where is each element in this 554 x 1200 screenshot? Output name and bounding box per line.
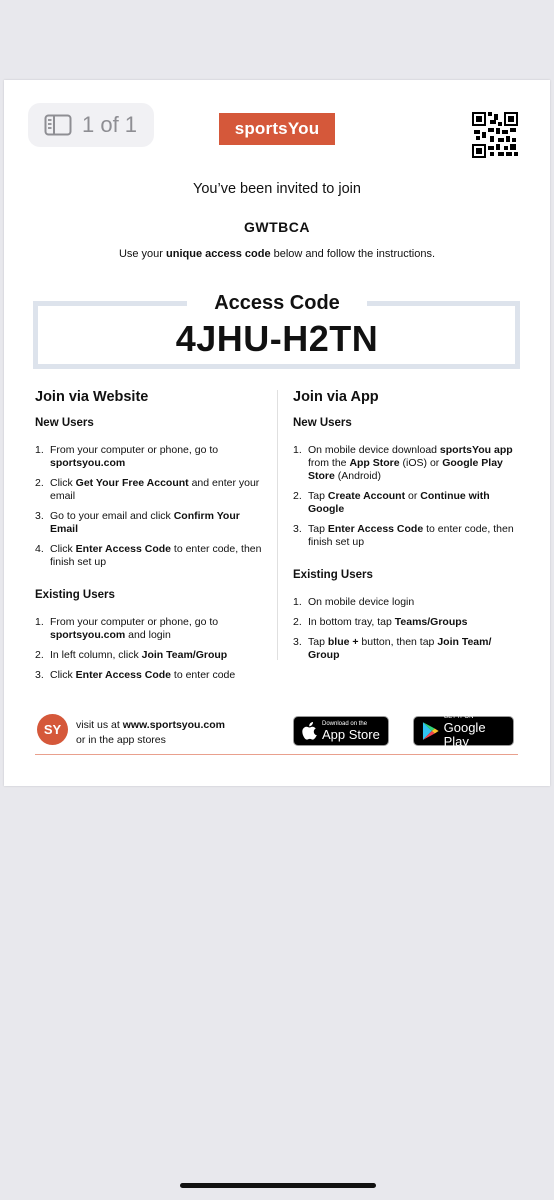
step-text: From your computer or phone, go to sportsyou.com and login <box>50 616 219 641</box>
sy-logo: SY <box>37 714 68 745</box>
step-number: 2. <box>35 649 44 661</box>
step-text: Click Enter Access Code to enter code, then finish set up <box>50 543 262 568</box>
step-text: On mobile device download sportsYou app from the App Store (iOS) or Google Play Store (Android) <box>308 444 513 482</box>
step-text: From your computer or phone, go to sportsyou.com <box>50 444 219 469</box>
list-item <box>35 543 265 569</box>
list-item <box>35 510 265 536</box>
app-existing-steps <box>293 596 523 662</box>
list-item <box>293 616 523 629</box>
access-code-value: 4JHU-H2TN <box>175 318 379 359</box>
list-item <box>35 444 265 470</box>
home-indicator[interactable] <box>180 1183 376 1188</box>
step-text: Click Enter Access Code to enter code <box>50 669 236 681</box>
join-app-column <box>293 391 523 669</box>
list-item <box>35 477 265 503</box>
step-number: 1. <box>35 444 44 456</box>
google-play-badge[interactable]: GET IT ON Google Play <box>413 716 514 746</box>
website-existing-steps <box>35 616 265 682</box>
footer-visit-text: visit us at www.sportsyou.com or in the app stores <box>76 719 225 746</box>
step-number: 1. <box>293 596 302 608</box>
list-item <box>35 616 265 642</box>
step-number: 2. <box>293 616 302 628</box>
invite-line: You’ve been invited to join <box>193 181 361 197</box>
step-number: 2. <box>293 490 302 502</box>
step-number: 4. <box>35 543 44 555</box>
step-text: Click Get Your Free Account and enter your email <box>50 477 260 502</box>
list-item <box>35 669 265 682</box>
group-name: GWTBCA <box>244 219 310 235</box>
list-item <box>293 596 523 609</box>
sidebar-icon <box>44 114 72 136</box>
step-number: 1. <box>35 616 44 628</box>
instruction-text: Use your unique access code below and follow the instructions. <box>118 248 436 260</box>
step-number: 2. <box>35 477 44 489</box>
apple-icon <box>302 722 318 740</box>
step-number: 3. <box>35 669 44 681</box>
column-divider <box>277 390 278 660</box>
page-indicator-label: 1 of 1 <box>82 112 138 137</box>
join-website-column <box>35 391 265 689</box>
app-store-badge[interactable]: Download on the App Store <box>293 716 389 746</box>
step-text: Tap blue + button, then tap Join Team/ Group <box>308 636 492 661</box>
step-number: 3. <box>293 523 302 535</box>
step-text: Tap Enter Access Code to enter code, then finish set up <box>308 523 514 548</box>
join-website-title: Join via Website <box>35 389 149 405</box>
google-play-icon <box>422 721 440 741</box>
list-item <box>293 523 523 549</box>
list-item <box>293 636 523 662</box>
join-app-title: Join via App <box>293 389 379 405</box>
step-number: 3. <box>35 510 44 522</box>
access-code-label: Access Code <box>214 292 340 314</box>
step-number: 3. <box>293 636 302 648</box>
footer-divider <box>35 754 518 755</box>
step-text: In bottom tray, tap Teams/Groups <box>308 616 468 628</box>
existing-users-heading: Existing Users <box>35 589 115 601</box>
website-new-steps <box>35 444 265 569</box>
new-users-heading: New Users <box>293 417 352 429</box>
app-new-steps <box>293 444 523 549</box>
step-text: On mobile device login <box>308 596 415 608</box>
step-text: Tap Create Account or Continue with Google <box>308 490 490 515</box>
step-text: In left column, click Join Team/Group <box>50 649 228 661</box>
existing-users-heading: Existing Users <box>293 569 373 581</box>
list-item <box>35 649 265 662</box>
website-link[interactable]: www.sportsyou.com <box>122 719 225 731</box>
qr-code-icon <box>472 112 518 158</box>
new-users-heading: New Users <box>35 417 94 429</box>
sportsyou-logo: sportsYou <box>219 113 335 145</box>
step-text: Go to your email and click Confirm Your Email <box>50 510 240 535</box>
list-item <box>293 444 523 483</box>
step-number: 1. <box>293 444 302 456</box>
top-bar <box>0 0 554 80</box>
page-indicator[interactable] <box>28 103 154 147</box>
list-item <box>293 490 523 516</box>
